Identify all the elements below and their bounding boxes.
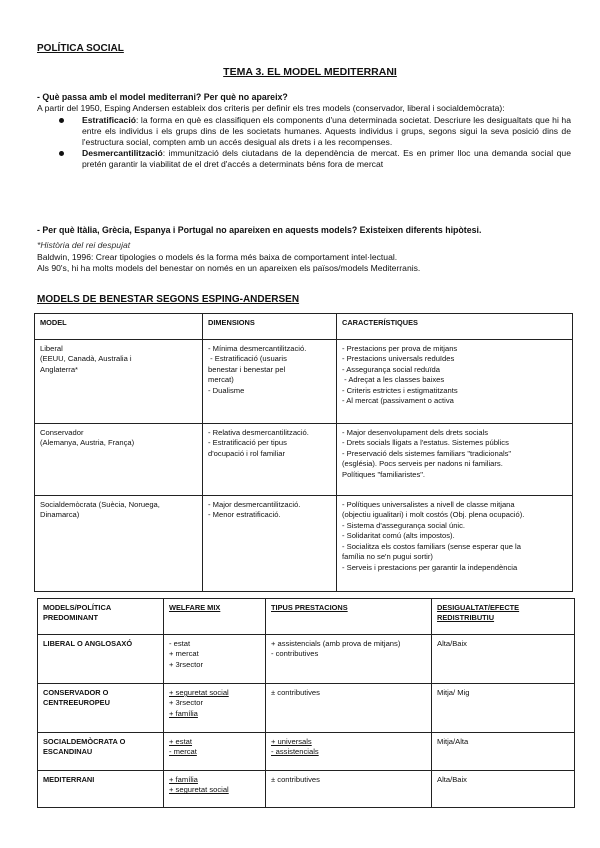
cell-line: - Relativa desmercantilització. bbox=[208, 428, 309, 437]
cell-line: - Criteris estrictes i estigmatitzants bbox=[342, 385, 458, 395]
table-row bbox=[38, 771, 575, 808]
cell-line: - contributives bbox=[271, 649, 319, 659]
cell-line: Conservador bbox=[40, 428, 84, 437]
cell-line: + seguretat social bbox=[169, 785, 229, 795]
model-cell bbox=[35, 340, 203, 424]
cell-line: - Assegurança social reduïda bbox=[342, 364, 440, 374]
cell-line: - Sistema d'assegurança social únic. bbox=[342, 520, 466, 530]
model-cell bbox=[35, 496, 203, 592]
note-text: *Història del rei despujat bbox=[37, 240, 131, 251]
intro-section bbox=[37, 92, 571, 170]
cell-line: - Mínima desmercantilització. bbox=[208, 344, 307, 353]
cell-line: Anglaterra* bbox=[40, 364, 78, 374]
cell-line: (objectiu igualitari) i molt costós (Obj. plena ocupació). bbox=[342, 510, 525, 520]
cell-line: d'ocupació i rol familiar bbox=[208, 448, 285, 458]
header-cell: MODEL bbox=[35, 314, 203, 340]
cell-line: ± contributives bbox=[271, 688, 320, 697]
term-definition: : immunització dels ciutadans de la dependència de mercat. Es en primer lloc una demanda social que pretén garantir la viabilitat de el dret d'accés a determinats béns fora de mercat bbox=[82, 148, 571, 170]
cell-line: Liberal bbox=[40, 344, 63, 353]
table-row bbox=[38, 684, 575, 733]
table-row bbox=[38, 733, 575, 771]
types-cell bbox=[266, 635, 432, 684]
list-item bbox=[37, 115, 571, 149]
cell-line: Polítiques "familiaristes". bbox=[342, 469, 426, 479]
mix-cell bbox=[164, 684, 266, 733]
cell-line: + universals bbox=[271, 737, 312, 746]
nineties-text: Als 90's, hi ha molts models del benestar on només en un apareixen els països/models Mediterranis. bbox=[37, 262, 421, 273]
cell-line: - Polítiques universalistes a nivell de classe mitjana bbox=[342, 500, 515, 509]
dimensions-cell bbox=[203, 340, 337, 424]
cell-line: - assistencials bbox=[271, 747, 319, 757]
subject-heading: POLÍTICA SOCIAL bbox=[37, 43, 124, 54]
table-header-row bbox=[35, 314, 573, 340]
cell-line: - Dualisme bbox=[208, 385, 245, 395]
criteria-list bbox=[37, 115, 571, 171]
cell-line: + seguretat social bbox=[169, 688, 229, 697]
bullet-icon bbox=[59, 151, 64, 156]
cell-line: - Major desenvolupament dels drets socials bbox=[342, 428, 489, 437]
welfare-mix-table bbox=[37, 598, 575, 808]
effect-cell: Mitja/Alta bbox=[432, 733, 575, 771]
dimensions-cell bbox=[203, 496, 337, 592]
models-table bbox=[34, 313, 573, 592]
table-row bbox=[35, 496, 573, 592]
types-cell bbox=[266, 771, 432, 808]
bullet-icon bbox=[59, 118, 64, 123]
term-label: Desmercantilització bbox=[82, 148, 163, 159]
header-cell: MODELS/POLÍTICA PREDOMINANT bbox=[38, 599, 164, 635]
question-heading: - Què passa amb el model mediterrani? Per què no apareix? bbox=[37, 92, 288, 102]
features-cell bbox=[337, 496, 573, 592]
cell-line: - Al mercat (passivament o activa bbox=[342, 396, 454, 406]
header-cell: DIMENSIONS bbox=[203, 314, 337, 340]
dimensions-cell bbox=[203, 424, 337, 496]
table-row bbox=[35, 424, 573, 496]
features-cell bbox=[337, 424, 573, 496]
cell-line: - Major desmercantilització. bbox=[208, 500, 301, 509]
cell-line: - Adreçat a les classes baixes bbox=[342, 375, 445, 385]
effect-cell: Alta/Baix bbox=[432, 771, 575, 808]
cell-line: mercat) bbox=[208, 375, 234, 385]
term-definition: : la forma en què es classifiquen els components d'una determinada societat. Descriure les desigualtats que hi ha entre els individus i els grups dins de les societats humanes. Aquests individus i grups, segons sigui la seva posició dins de l'estructura social, compten amb un accés desigual als drets i a les recompenses. bbox=[82, 114, 571, 147]
cell-line: + assistencials (amb prova de mitjans) bbox=[271, 639, 401, 648]
page-title: TEMA 3. EL MODEL MEDITERRANI bbox=[223, 66, 397, 78]
cell-line: - Estratificació per tipus bbox=[208, 438, 287, 448]
cell-line: família no se'n pugui sortir) bbox=[342, 552, 433, 562]
cell-line: Socialdemòcrata (Suècia, Noruega, bbox=[40, 500, 160, 509]
table-header-row bbox=[38, 599, 575, 635]
question-heading: - Per què Itàlia, Grècia, Espanya i Portugal no apareixen en aquests models? Existeixen diferents hipòtesi. bbox=[37, 225, 482, 235]
cell-line: + família bbox=[169, 708, 198, 718]
cell-line: + mercat bbox=[169, 649, 199, 659]
baldwin-quote: Baldwin, 1996: Crear tipologies o models és la forma més baixa de comportament intel·lectual. bbox=[37, 251, 398, 262]
term-label: Estratificació bbox=[82, 114, 136, 125]
mix-cell bbox=[164, 635, 266, 684]
cell-line: - Drets socials lligats a l'estatus. Sistemes públics bbox=[342, 438, 509, 448]
cell-line: (EEUU, Canadà, Australia i bbox=[40, 354, 132, 364]
hypotheses-section bbox=[37, 225, 571, 274]
model-cell: MEDITERRANI bbox=[38, 771, 164, 808]
cell-line: - Socialitza els costos familiars (sense esperar que la bbox=[342, 541, 521, 551]
cell-line: (església). Pocs serveis per nadons ni familiars. bbox=[342, 459, 503, 469]
model-cell: SOCIALDEMÒCRATA O ESCANDINAU bbox=[38, 733, 164, 771]
cell-line: - estat bbox=[169, 639, 191, 648]
cell-line: - Serveis i prestacions per garantir la independència bbox=[342, 562, 518, 572]
header-cell: CARACTERÍSTIQUES bbox=[337, 314, 573, 340]
features-cell bbox=[337, 340, 573, 424]
model-cell bbox=[35, 424, 203, 496]
cell-line: - Prestacions per prova de mitjans bbox=[342, 344, 458, 353]
mix-cell bbox=[164, 771, 266, 808]
cell-line: - Estratificació (usuaris bbox=[208, 354, 287, 364]
cell-line: - Prestacions universals reduïdes bbox=[342, 354, 455, 364]
cell-line: + família bbox=[169, 775, 198, 784]
effect-cell: Alta/Baix bbox=[432, 635, 575, 684]
intro-paragraph: A partir del 1950, Esping Andersen estableix dos criteris per definir els tres models (conservador, liberal i socialdemòcrata): bbox=[37, 103, 505, 114]
cell-line: - Menor estratificació. bbox=[208, 510, 281, 520]
header-cell: DESIGUALTAT/EFECTE REDISTRIBUTIU bbox=[432, 599, 575, 635]
cell-line: + 3rsector bbox=[169, 698, 203, 708]
header-cell: TIPUS PRESTACIONS bbox=[266, 599, 432, 635]
list-item bbox=[37, 148, 571, 170]
model-cell: CONSERVADOR O CENTREEUROPEU bbox=[38, 684, 164, 733]
effect-cell: Mitja/ Mig bbox=[432, 684, 575, 733]
section-title: MODELS DE BENESTAR SEGONS ESPING-ANDERSEN bbox=[37, 294, 300, 305]
model-cell: LIBERAL O ANGLOSAXÓ bbox=[38, 635, 164, 684]
cell-line: + estat bbox=[169, 737, 193, 746]
table-row bbox=[38, 635, 575, 684]
mix-cell bbox=[164, 733, 266, 771]
cell-line: - Preservació dels sistemes familiars "tradicionals" bbox=[342, 448, 512, 458]
cell-line: ± contributives bbox=[271, 775, 320, 784]
cell-line: (Alemanya, Austria, França) bbox=[40, 438, 135, 448]
cell-line: + 3rsector bbox=[169, 659, 203, 669]
cell-line: Dinamarca) bbox=[40, 510, 80, 520]
cell-line: - mercat bbox=[169, 747, 197, 757]
types-cell bbox=[266, 733, 432, 771]
table-row bbox=[35, 340, 573, 424]
cell-line: benestar i benestar pel bbox=[208, 364, 286, 374]
types-cell bbox=[266, 684, 432, 733]
cell-line: - Solidaritat comú (alts impostos). bbox=[342, 531, 455, 541]
header-cell: WELFARE MIX bbox=[164, 599, 266, 635]
